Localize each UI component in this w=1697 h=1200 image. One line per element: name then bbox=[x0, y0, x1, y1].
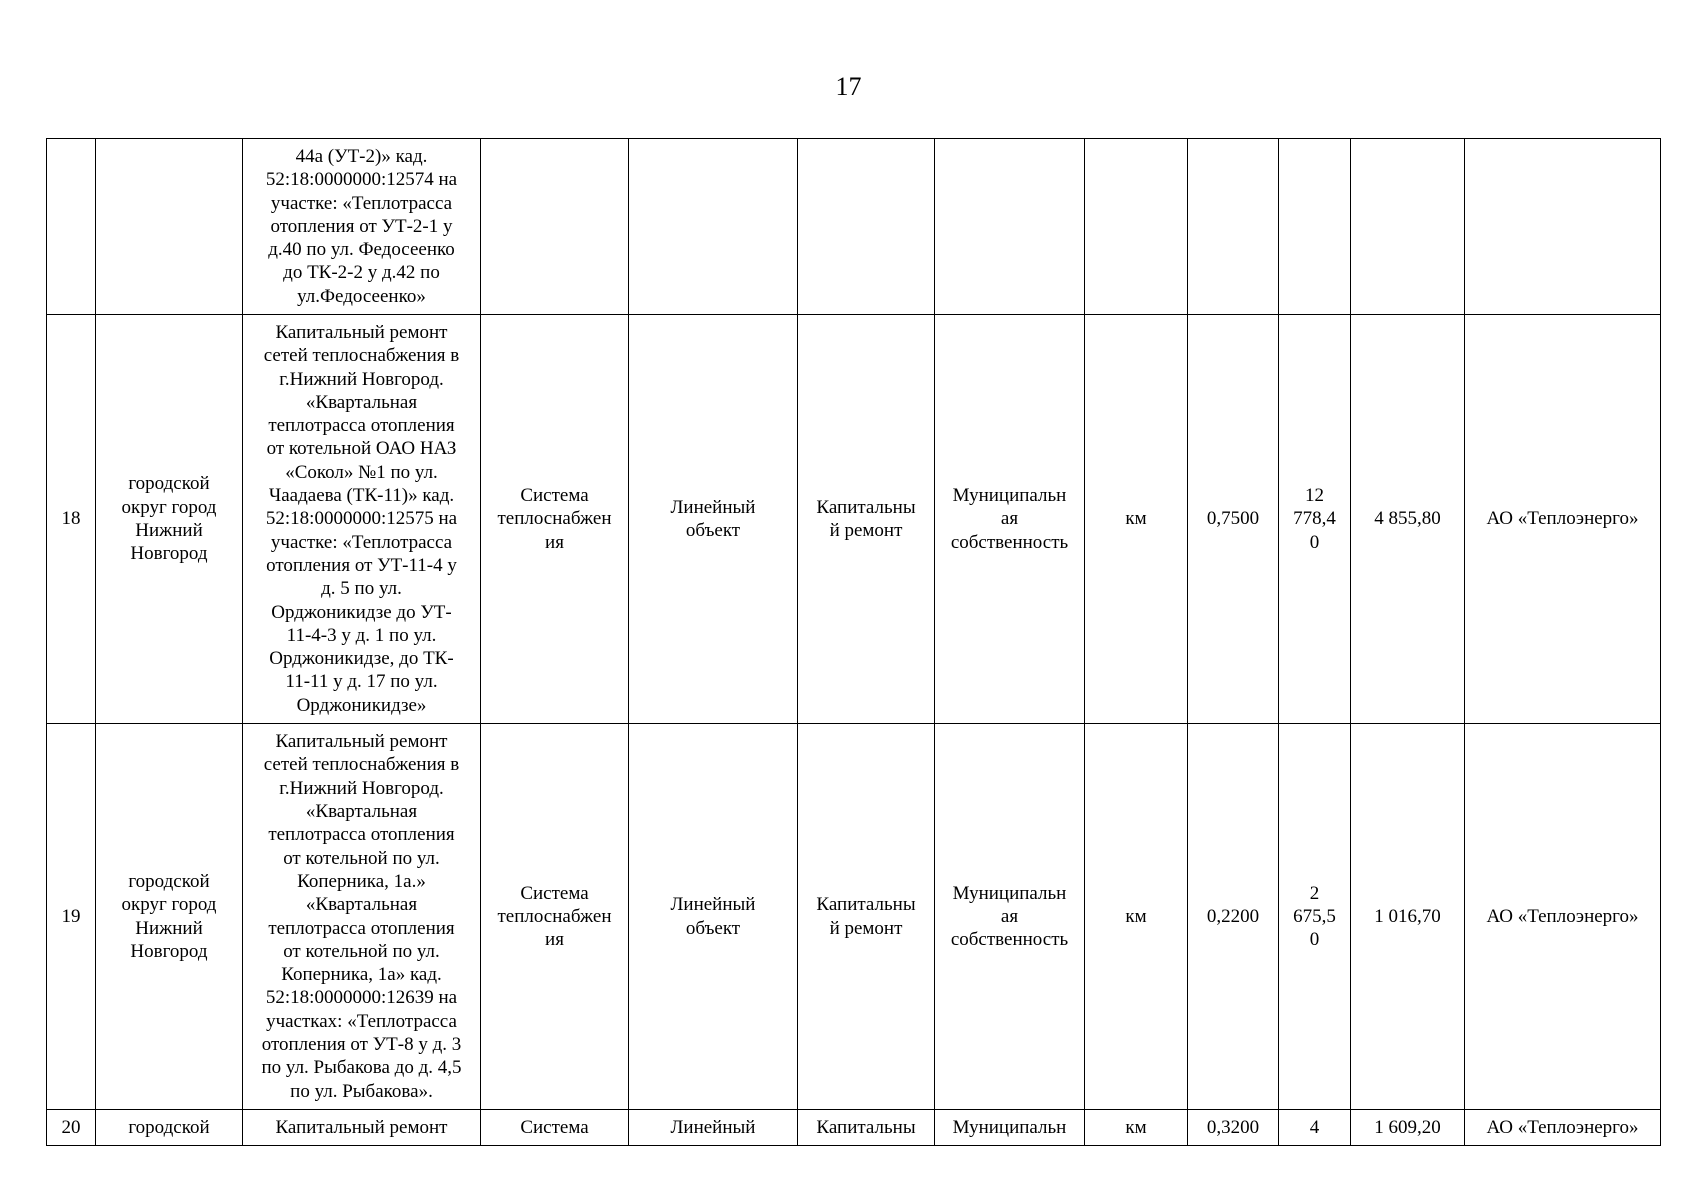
operator-cell: АО «Теплоэнерго» bbox=[1465, 1110, 1661, 1146]
description-line: 52:18:0000000:12639 на bbox=[265, 987, 458, 1009]
operator-cell bbox=[1465, 139, 1661, 315]
ownership-line: собственность bbox=[950, 929, 1069, 951]
description-line: сетей теплоснабжения в bbox=[263, 754, 460, 776]
description-line: Капитальный ремонт bbox=[275, 321, 448, 343]
table-row bbox=[47, 724, 1661, 1110]
district-line: Нижний bbox=[135, 917, 203, 939]
quantity-cell: 0,3200 bbox=[1188, 1110, 1279, 1146]
cost-total-line: 4 bbox=[1309, 1116, 1320, 1138]
quantity-cell: 0,2200 bbox=[1188, 724, 1279, 1110]
cost-total-line: 675,5 bbox=[1293, 905, 1336, 927]
description-line: 52:18:0000000:12574 на bbox=[265, 169, 458, 191]
table-body bbox=[47, 139, 1661, 1146]
description-line: от котельной ОАО НАЗ bbox=[266, 438, 457, 460]
cost-total-line: 12 bbox=[1305, 485, 1324, 507]
district-line: Новгород bbox=[130, 940, 208, 962]
system-line: Система bbox=[520, 1116, 589, 1138]
description-line: участке: «Теплотрасса bbox=[270, 192, 453, 214]
system-cell bbox=[481, 139, 629, 315]
cost-total-line: 0 bbox=[1309, 531, 1320, 553]
district-line: округ город bbox=[121, 894, 217, 916]
district-line: городской bbox=[128, 870, 210, 892]
ownership-cell bbox=[935, 724, 1085, 1110]
system-line: Система bbox=[520, 485, 589, 507]
page-number: 17 bbox=[835, 72, 862, 101]
description-line: участках: «Теплотрасса bbox=[266, 1010, 457, 1032]
object-type-line: Линейный bbox=[670, 496, 756, 518]
description-line: Коперника, 1а» кад. bbox=[281, 964, 442, 986]
description-line: отопления от УТ-8 у д. 3 bbox=[261, 1033, 462, 1055]
description-line: Чаадаева (ТК-11)» кад. bbox=[268, 485, 455, 507]
work-type-cell bbox=[798, 139, 935, 315]
table-row bbox=[47, 315, 1661, 724]
unit-cell: км bbox=[1085, 315, 1188, 724]
cost-total-line: 778,4 bbox=[1293, 508, 1336, 530]
description-line: теплотрасса отопления bbox=[268, 415, 455, 437]
ownership-line: Муниципальн bbox=[952, 882, 1067, 904]
object-type-cell bbox=[629, 1110, 798, 1146]
description-line: Орджоникидзе до УТ- bbox=[271, 601, 452, 623]
ownership-cell bbox=[935, 315, 1085, 724]
description-line: ул.Федосеенко» bbox=[297, 285, 426, 307]
description-line: теплотрасса отопления bbox=[268, 824, 455, 846]
row-number-cell: 19 bbox=[47, 724, 96, 1110]
description-line: Коперника, 1а.» bbox=[297, 870, 426, 892]
description-line: Капитальный ремонт bbox=[275, 731, 448, 753]
system-line: ия bbox=[545, 531, 564, 553]
unit-cell: км bbox=[1085, 1110, 1188, 1146]
work-type-cell bbox=[798, 724, 935, 1110]
cost-total-line: 0 bbox=[1309, 929, 1320, 951]
description-line: 11-11 у д. 17 по ул. bbox=[285, 671, 438, 693]
description-line: теплотрасса отопления bbox=[268, 917, 455, 939]
work-type-cell bbox=[798, 315, 935, 724]
description-line: сетей теплоснабжения в bbox=[263, 345, 460, 367]
description-line: до ТК-2-2 у д.42 по bbox=[283, 262, 440, 284]
quantity-cell bbox=[1188, 139, 1279, 315]
cost-total-cell bbox=[1279, 724, 1351, 1110]
object-type-line: Линейный bbox=[670, 1116, 756, 1138]
system-line: ия bbox=[545, 929, 564, 951]
work-type-line: Капитальны bbox=[816, 496, 916, 518]
description-line: от котельной по ул. bbox=[283, 940, 440, 962]
description-line: «Квартальная bbox=[305, 801, 418, 823]
ownership-line: Муниципальн bbox=[952, 1116, 1067, 1138]
ownership-line: собственность bbox=[950, 531, 1069, 553]
district-cell bbox=[96, 1110, 243, 1146]
description-line: Капитальный ремонт bbox=[275, 1116, 448, 1138]
work-type-line: Капитальны bbox=[816, 1116, 916, 1138]
description-line: 44а (УТ-2)» кад. bbox=[295, 145, 428, 167]
district-line: Новгород bbox=[130, 543, 208, 565]
description-line: Орджоникидзе, до ТК- bbox=[269, 648, 454, 670]
description-line: «Квартальная bbox=[305, 894, 418, 916]
description-line: Орджоникидзе» bbox=[296, 694, 427, 716]
district-cell bbox=[96, 315, 243, 724]
description-cell bbox=[243, 139, 481, 315]
work-type-line: й ремонт bbox=[829, 520, 903, 541]
district-cell bbox=[96, 139, 243, 315]
object-type-line: объект bbox=[685, 520, 741, 541]
system-line: теплоснабжен bbox=[497, 508, 612, 530]
capital-repair-table bbox=[46, 138, 1661, 1146]
quantity-cell: 0,7500 bbox=[1188, 315, 1279, 724]
description-line: отопления от УТ-2-1 у bbox=[270, 215, 453, 237]
operator-cell: АО «Теплоэнерго» bbox=[1465, 315, 1661, 724]
district-line: округ город bbox=[121, 496, 217, 518]
description-line: «Сокол» №1 по ул. bbox=[285, 461, 438, 483]
description-cell bbox=[243, 315, 481, 724]
row-number-cell bbox=[47, 139, 96, 315]
district-line: городской bbox=[128, 473, 210, 495]
row-number-cell: 18 bbox=[47, 315, 96, 724]
description-cell bbox=[243, 1110, 481, 1146]
description-line: д. 5 по ул. bbox=[321, 578, 402, 600]
object-type-line: Линейный bbox=[670, 894, 756, 916]
cost-budget-cell: 1 609,20 bbox=[1351, 1110, 1465, 1146]
ownership-cell bbox=[935, 1110, 1085, 1146]
unit-cell bbox=[1085, 139, 1188, 315]
ownership-line: Муниципальн bbox=[952, 485, 1067, 507]
description-line: г.Нижний Новгород. bbox=[279, 777, 444, 799]
description-line: от котельной по ул. bbox=[283, 847, 440, 869]
row-number-cell: 20 bbox=[47, 1110, 96, 1146]
work-type-cell bbox=[798, 1110, 935, 1146]
work-type-line: Капитальны bbox=[816, 894, 916, 916]
table-row bbox=[47, 1110, 1661, 1146]
system-cell bbox=[481, 724, 629, 1110]
description-line: д.40 по ул. Федосеенко bbox=[268, 239, 455, 261]
system-cell bbox=[481, 1110, 629, 1146]
cost-budget-cell: 4 855,80 bbox=[1351, 315, 1465, 724]
ownership-cell bbox=[935, 139, 1085, 315]
system-cell bbox=[481, 315, 629, 724]
ownership-line: ая bbox=[1000, 905, 1019, 927]
system-line: Система bbox=[520, 882, 589, 904]
description-cell bbox=[243, 724, 481, 1110]
object-type-cell bbox=[629, 139, 798, 315]
description-line: отопления от УТ-11-4 у bbox=[266, 554, 457, 576]
system-line: теплоснабжен bbox=[497, 905, 612, 927]
cost-total-cell bbox=[1279, 1110, 1351, 1146]
district-line: Нижний bbox=[135, 520, 203, 541]
unit-cell: км bbox=[1085, 724, 1188, 1110]
district-cell bbox=[96, 724, 243, 1110]
district-line: городской bbox=[128, 1116, 210, 1138]
object-type-line: объект bbox=[685, 917, 741, 939]
description-line: г.Нижний Новгород. bbox=[279, 368, 444, 390]
cost-budget-cell bbox=[1351, 139, 1465, 315]
description-line: по ул. Рыбакова». bbox=[290, 1080, 433, 1102]
description-line: 52:18:0000000:12575 на bbox=[265, 508, 458, 530]
cost-total-cell bbox=[1279, 315, 1351, 724]
description-line: «Квартальная bbox=[305, 391, 418, 413]
work-type-line: й ремонт bbox=[829, 917, 903, 939]
ownership-line: ая bbox=[1000, 508, 1019, 530]
operator-cell: АО «Теплоэнерго» bbox=[1465, 724, 1661, 1110]
object-type-cell bbox=[629, 315, 798, 724]
cost-budget-cell: 1 016,70 bbox=[1351, 724, 1465, 1110]
object-type-cell bbox=[629, 724, 798, 1110]
cost-total-line: 2 bbox=[1309, 882, 1320, 904]
description-line: участке: «Теплотрасса bbox=[270, 531, 453, 553]
cost-total-cell bbox=[1279, 139, 1351, 315]
table-row bbox=[47, 139, 1661, 315]
description-line: по ул. Рыбакова до д. 4,5 bbox=[261, 1057, 462, 1079]
description-line: 11-4-3 у д. 1 по ул. bbox=[286, 624, 437, 646]
